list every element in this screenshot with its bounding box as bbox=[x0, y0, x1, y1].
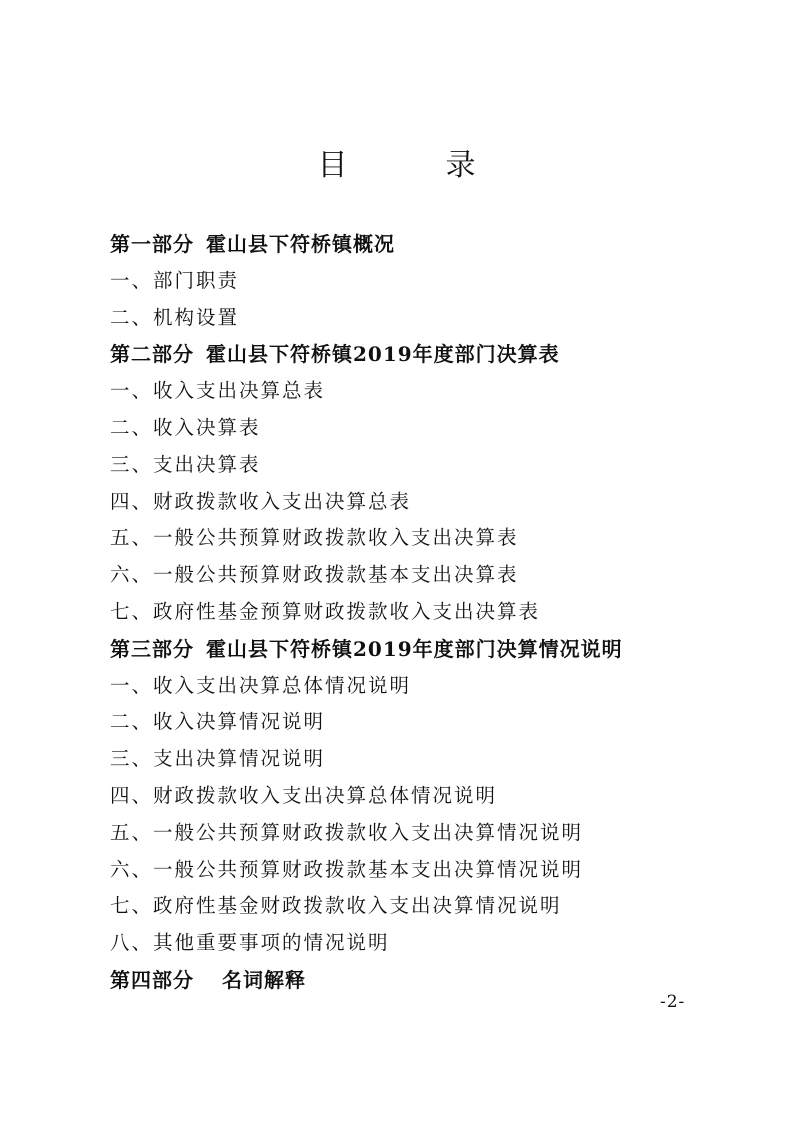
toc-item[interactable]: 三、支出决算表 bbox=[110, 452, 261, 476]
toc-part-1-title: 霍山县下符桥镇概况 bbox=[206, 232, 395, 256]
table-of-contents bbox=[110, 226, 710, 999]
toc-item[interactable]: 二、收入决算表 bbox=[110, 415, 261, 439]
page-number: -2- bbox=[660, 992, 686, 1012]
toc-item[interactable]: 七、政府性基金预算财政拨款收入支出决算表 bbox=[110, 599, 541, 623]
toc-item[interactable]: 二、收入决算情况说明 bbox=[110, 710, 326, 734]
toc-part-3-label: 第三部分 bbox=[110, 636, 194, 661]
toc-item[interactable]: 七、政府性基金财政拨款收入支出决算情况说明 bbox=[110, 894, 562, 918]
toc-part-4[interactable] bbox=[110, 962, 710, 999]
toc-part-4-label: 第四部分 bbox=[110, 967, 194, 992]
toc-item[interactable]: 八、其他重要事项的情况说明 bbox=[110, 931, 390, 955]
toc-part-1[interactable] bbox=[110, 226, 710, 263]
toc-part-3[interactable] bbox=[110, 631, 710, 668]
toc-part-4-title: 名词解释 bbox=[222, 967, 306, 992]
toc-item[interactable]: 五、一般公共预算财政拨款收入支出决算表 bbox=[110, 526, 519, 550]
toc-part-2[interactable] bbox=[110, 336, 710, 373]
toc-item[interactable]: 六、一般公共预算财政拨款基本支出决算情况说明 bbox=[110, 857, 584, 881]
toc-item[interactable]: 二、机构设置 bbox=[110, 305, 240, 329]
page-title: 目 录 bbox=[317, 148, 510, 183]
toc-item[interactable]: 三、支出决算情况说明 bbox=[110, 747, 326, 771]
toc-item[interactable]: 六、一般公共预算财政拨款基本支出决算表 bbox=[110, 563, 519, 587]
toc-item[interactable]: 一、收入支出决算总体情况说明 bbox=[110, 673, 412, 697]
toc-part-1-label: 第一部分 bbox=[110, 232, 194, 256]
toc-item[interactable]: 一、部门职责 bbox=[110, 268, 240, 292]
toc-item[interactable]: 四、财政拨款收入支出决算总表 bbox=[110, 489, 412, 513]
toc-item[interactable]: 五、一般公共预算财政拨款收入支出决算情况说明 bbox=[110, 820, 584, 844]
toc-part-2-title: 霍山县下符桥镇2019年度部门决算表 bbox=[206, 342, 560, 367]
toc-part-2-label: 第二部分 bbox=[110, 342, 194, 367]
toc-item[interactable]: 四、财政拨款收入支出决算总体情况说明 bbox=[110, 783, 498, 807]
toc-item[interactable]: 一、收入支出决算总表 bbox=[110, 379, 326, 403]
toc-part-3-title: 霍山县下符桥镇2019年度部门决算情况说明 bbox=[206, 636, 623, 661]
